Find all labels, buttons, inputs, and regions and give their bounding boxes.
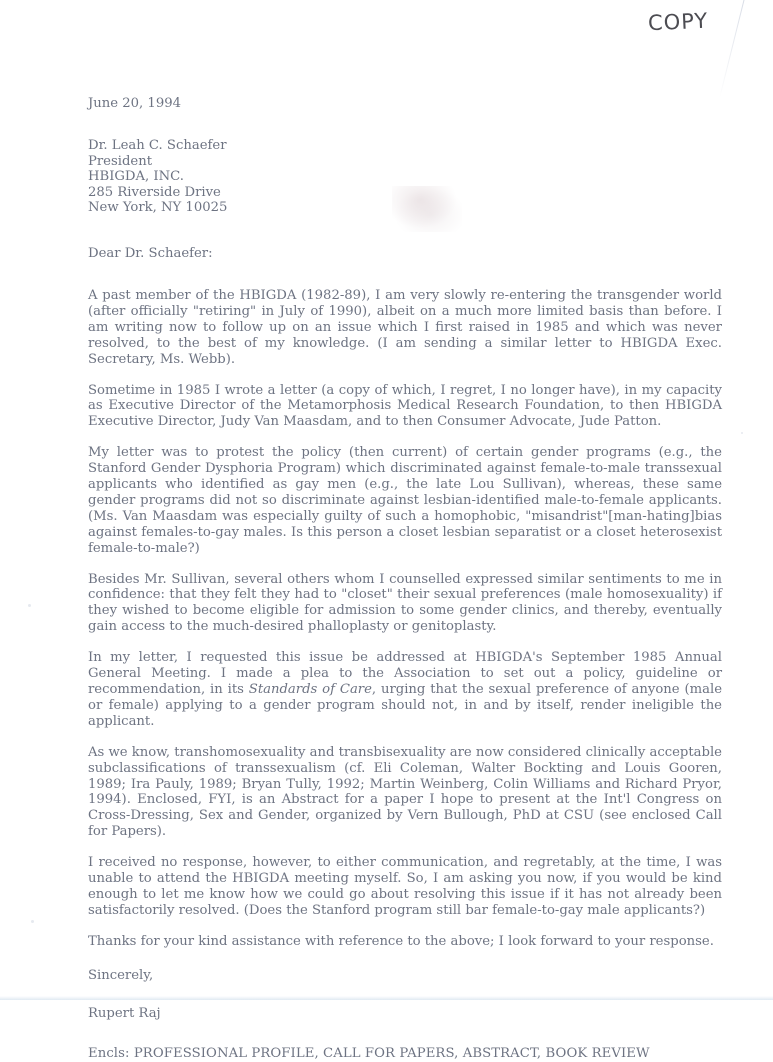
recipient-organization: HBIGDA, INC. <box>88 169 184 185</box>
letter-paragraph: Sometime in 1985 I wrote a letter (a copy of which, I regret, I no longer have), in my capacity as Executive Director of the Metamorphosis Medical Research Foundation, to then HBIGDA Executive Director, Judy Van Maasdam, and to then Consumer Advocate, Jude Patton. <box>88 382 722 430</box>
scan-speck-icon <box>28 604 31 607</box>
scan-speck-icon <box>741 432 743 434</box>
handwritten-copy-stamp: COPY <box>647 8 709 36</box>
recipient-address-block <box>88 138 722 216</box>
letter-closing-block <box>88 968 722 1062</box>
letter-paragraph: A past member of the HBIGDA (1982-89), I am very slowly re-entering the transgender world (after officially "retiring" in July of 1990), albeit on a much more limited basis than before. I am writing now to follow up on an issue which I first raised in 1985 and which was never resolved, to the best of my knowledge. (I am sending a similar letter to HBIGDA Exec. Secretary, Ms. Webb). <box>88 287 722 367</box>
standards-of-care-title: Standards of Care <box>248 682 372 697</box>
letter-enclosures: Encls: PROFESSIONAL PROFILE, CALL FOR PAPERS, ABSTRACT, BOOK REVIEW <box>88 1045 650 1061</box>
letter-signature-name: Rupert Raj <box>88 1005 161 1021</box>
letter-paragraph-standards-of-care <box>88 650 722 730</box>
letter-closing: Sincerely, <box>88 967 154 983</box>
standards-text-before: In my letter, I requested this issue be addressed at HBIGDA's September 1985 Annual General Meeting. I made a plea to the Association to set out a policy, guideline or recommendation, in its <box>88 650 722 697</box>
recipient-street: 285 Riverside Drive <box>88 184 221 200</box>
letter-paragraph-thanks: Thanks for your kind assistance with reference to the above; I look forward to your response. <box>88 933 714 949</box>
letter-paragraph: As we know, transhomosexuality and transbisexuality are now considered clinically acceptable subclassifications of transsexualism (cf. Eli Coleman, Walter Bockting and Louis Gooren, 1989; Ira Pauly, 1989; Bryan Tully, 1992; Martin Weinberg, Colin Williams and Richard Pryor, 1994). Enclosed, FYI, is an Abstract for a paper I hope to present at the Int'l Congress on Cross-Dressing, Sex and Gender, organized by Vern Bullough, PhD at CSU (see enclosed Call for Papers). <box>88 744 722 840</box>
letter-paragraph: I received no response, however, to either communication, and regretably, at the time, I was unable to attend the HBIGDA meeting myself. So, I am asking you now, if you would be kind enough to let me know how we could go about resolving this issue if it has not already been satisfactorily resolved. (Does the Stanford program still bar female-to-gay male applicants?) <box>88 855 722 918</box>
standards-text-after: , urging that the sexual preference of anyone (male or female) applying to a gender program should not, in and by itself, render ineligible the applicant. <box>88 682 722 729</box>
letter-date: June 20, 1994 <box>88 96 181 111</box>
scan-edge-artifact-icon <box>719 0 749 99</box>
letter-body <box>88 96 722 1062</box>
letter-paragraph: My letter was to protest the policy (then current) of certain gender programs (e.g., the Stanford Gender Dysphoria Program) which discriminated against female-to-male transsexual applicants who identified as gay men (e.g., the late Lou Sullivan), whereas, these same gender programs did not so discriminate against lesbian-identified male-to-female applicants. (Ms. Van Maasdam was especially guilty of such a homophobic, "misandrist"[man-hating]bias against females-to-gay males. Is this person a closet lesbian separatist or a closet heterosexist female-to-male?) <box>88 445 722 556</box>
scan-speck-icon <box>31 920 34 923</box>
recipient-name: Dr. Leah C. Schaefer <box>88 138 227 153</box>
recipient-title: President <box>88 153 153 169</box>
recipient-city-state-zip: New York, NY 10025 <box>88 200 228 216</box>
letter-paragraph: Besides Mr. Sullivan, several others whom I counselled expressed similar sentiments to me in confidence: that they felt they had to "closet" their sexual preferences (male homosexuality) if they wished to become eligible for admission to some gender clinics, and thereby, eventually gain access to the much-desired phalloplasty or genitoplasty. <box>88 571 722 635</box>
letter-salutation: Dear Dr. Schaefer: <box>88 245 213 261</box>
